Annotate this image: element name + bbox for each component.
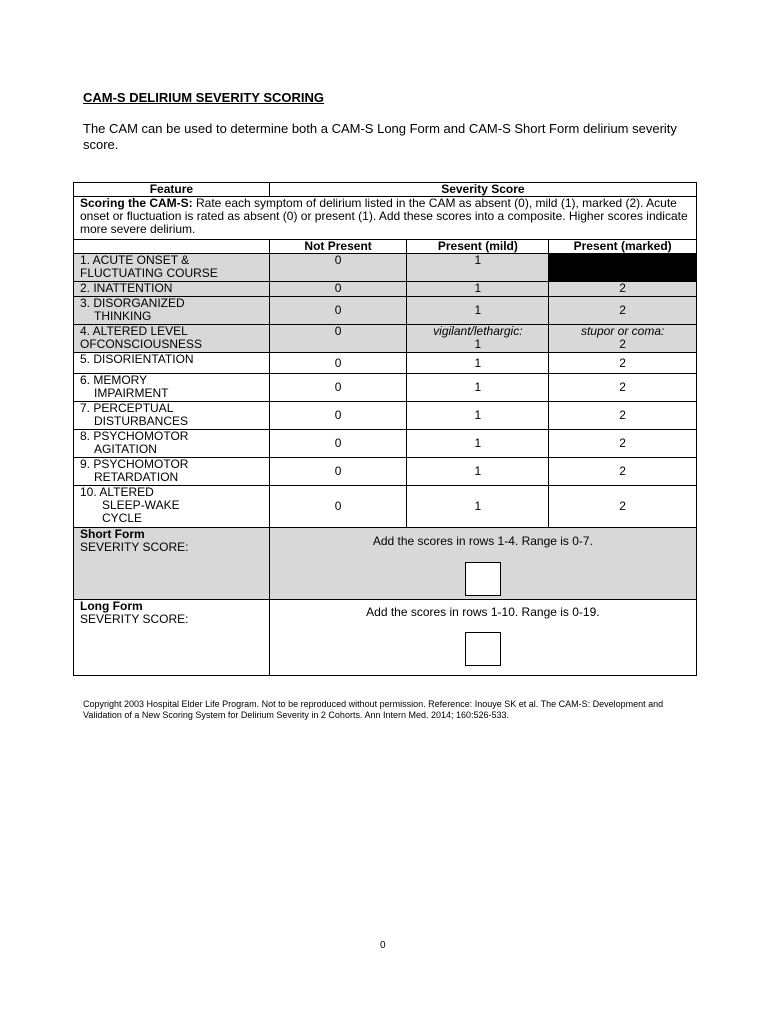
short-form-label-cell (74, 528, 270, 600)
score-present-mild: 1 (407, 374, 549, 402)
score-present-mild (407, 325, 549, 353)
score-present-mild: 1 (407, 430, 549, 458)
feature-cell (74, 486, 270, 528)
table-row (74, 254, 697, 282)
long-form-score-box[interactable] (465, 632, 501, 666)
score-present-mild: 1 (407, 254, 549, 282)
score-not-present: 0 (269, 430, 407, 458)
short-form-row (74, 528, 697, 600)
feature-cell (74, 353, 270, 374)
feature-label: 1. ACUTE ONSET & (80, 253, 190, 267)
feature-label: 4. ALTERED LEVEL (80, 324, 188, 338)
feature-label: SLEEP-WAKE (102, 498, 180, 512)
feature-label: 7. PERCEPTUAL (80, 401, 174, 415)
marked-note: stupor or coma: (580, 324, 665, 338)
feature-label: 8. PSYCHOMOTOR (80, 429, 189, 443)
feature-label: IMPAIRMENT (94, 386, 169, 400)
long-form-score-cell (269, 600, 696, 676)
feature-label: 5. DISORIENTATION (80, 352, 194, 366)
feature-label: RETARDATION (94, 470, 179, 484)
feature-label: 10. ALTERED (80, 485, 154, 499)
feature-label: DISTURBANCES (94, 414, 189, 428)
short-form-label: SEVERITY SCORE: (80, 540, 189, 554)
short-form-score-cell (269, 528, 696, 600)
score-present-marked: 2 (549, 402, 697, 430)
header-feature: Feature (74, 183, 270, 197)
feature-cell (74, 374, 270, 402)
score-present-marked: 2 (549, 486, 697, 528)
intro-text: The CAM can be used to determine both a CAM-S Long Form and CAM-S Short Form delirium severity score. (83, 121, 677, 152)
column-header-present-marked: Present (marked) (549, 240, 697, 254)
feature-cell (74, 297, 270, 325)
feature-cell (74, 325, 270, 353)
score-present-marked: 2 (549, 458, 697, 486)
score-not-present: 0 (269, 297, 407, 325)
feature-label: 2. INATTENTION (80, 281, 173, 295)
feature-label: FLUCTUATING COURSE (80, 266, 218, 280)
header-severity-score: Severity Score (269, 183, 696, 197)
score-not-present: 0 (269, 254, 407, 282)
short-form-score-box[interactable] (465, 562, 501, 596)
table-row (74, 374, 697, 402)
score-not-present: 0 (269, 458, 407, 486)
score-present-marked: 2 (549, 297, 697, 325)
page-number: 0 (380, 940, 386, 951)
column-header-row (74, 240, 697, 254)
feature-label: CYCLE (102, 511, 143, 525)
table-row (74, 282, 697, 297)
table-row (74, 458, 697, 486)
column-header-blank (74, 240, 270, 254)
feature-cell (74, 430, 270, 458)
score-present-marked: 2 (549, 374, 697, 402)
mild-score: 1 (474, 337, 482, 351)
score-present-mild: 1 (407, 402, 549, 430)
mild-note: vigilant/lethargic: (433, 324, 523, 338)
score-present-marked (549, 325, 697, 353)
long-form-title: Long Form (80, 599, 143, 613)
table-row (74, 402, 697, 430)
score-present-mild: 1 (407, 486, 549, 528)
feature-label: 3. DISORGANIZED (80, 296, 185, 310)
long-form-label-cell (74, 600, 270, 676)
table-header-row (74, 183, 697, 197)
score-present-marked: 2 (549, 282, 697, 297)
feature-label: 6. MEMORY (80, 373, 148, 387)
long-form-instructions: Add the scores in rows 1-10. Range is 0-19. (366, 605, 600, 619)
short-form-title: Short Form (80, 527, 145, 541)
score-present-marked-blocked (549, 254, 697, 282)
table-row (74, 353, 697, 374)
score-present-mild: 1 (407, 353, 549, 374)
table-row (74, 486, 697, 528)
long-form-label: SEVERITY SCORE: (80, 612, 189, 626)
score-present-mild: 1 (407, 297, 549, 325)
scoring-instructions (74, 197, 697, 240)
scoring-text: Rate each symptom of delirium listed in the CAM as absent (0), mild (1), marked (2). Acute onset or fluctuation is rated as absent (0) or present (1). Add these scores into a composite. Higher scores indicate more severe delirium. (80, 196, 688, 236)
column-header-not-present: Not Present (269, 240, 407, 254)
cam-s-scoring-table (73, 182, 697, 676)
scoring-instructions-row (74, 197, 697, 240)
column-header-present-mild: Present (mild) (407, 240, 549, 254)
feature-cell (74, 282, 270, 297)
score-present-marked: 2 (549, 430, 697, 458)
feature-label: 9. PSYCHOMOTOR (80, 457, 189, 471)
table-row (74, 297, 697, 325)
short-form-instructions: Add the scores in rows 1-4. Range is 0-7. (372, 534, 593, 548)
score-present-mild: 1 (407, 458, 549, 486)
score-present-mild: 1 (407, 282, 549, 297)
score-not-present: 0 (269, 353, 407, 374)
scoring-label: Scoring the CAM-S: (80, 196, 193, 210)
marked-score: 2 (619, 337, 626, 351)
feature-cell (74, 458, 270, 486)
feature-cell (74, 402, 270, 430)
page-title: CAM-S DELIRIUM SEVERITY SCORING (83, 90, 325, 105)
long-form-row (74, 600, 697, 676)
table-row (74, 430, 697, 458)
feature-label: THINKING (94, 309, 152, 323)
feature-label: AGITATION (94, 442, 157, 456)
copyright-footer: Copyright 2003 Hospital Elder Life Program. Not to be reproduced without permission. Reference: Inouye SK et al. The CAM-S: Development and Validation of a New Scoring System for Delirium Severity in 2 Cohorts. Ann Intern Med. 2014; 160:526-533. (83, 699, 664, 720)
score-not-present: 0 (269, 486, 407, 528)
feature-label: OFCONSCIOUSNESS (80, 337, 203, 351)
score-not-present: 0 (269, 402, 407, 430)
score-not-present: 0 (269, 282, 407, 297)
score-present-marked: 2 (549, 353, 697, 374)
score-not-present: 0 (269, 325, 407, 353)
score-not-present: 0 (269, 374, 407, 402)
feature-cell (74, 254, 270, 282)
table-row (74, 325, 697, 353)
